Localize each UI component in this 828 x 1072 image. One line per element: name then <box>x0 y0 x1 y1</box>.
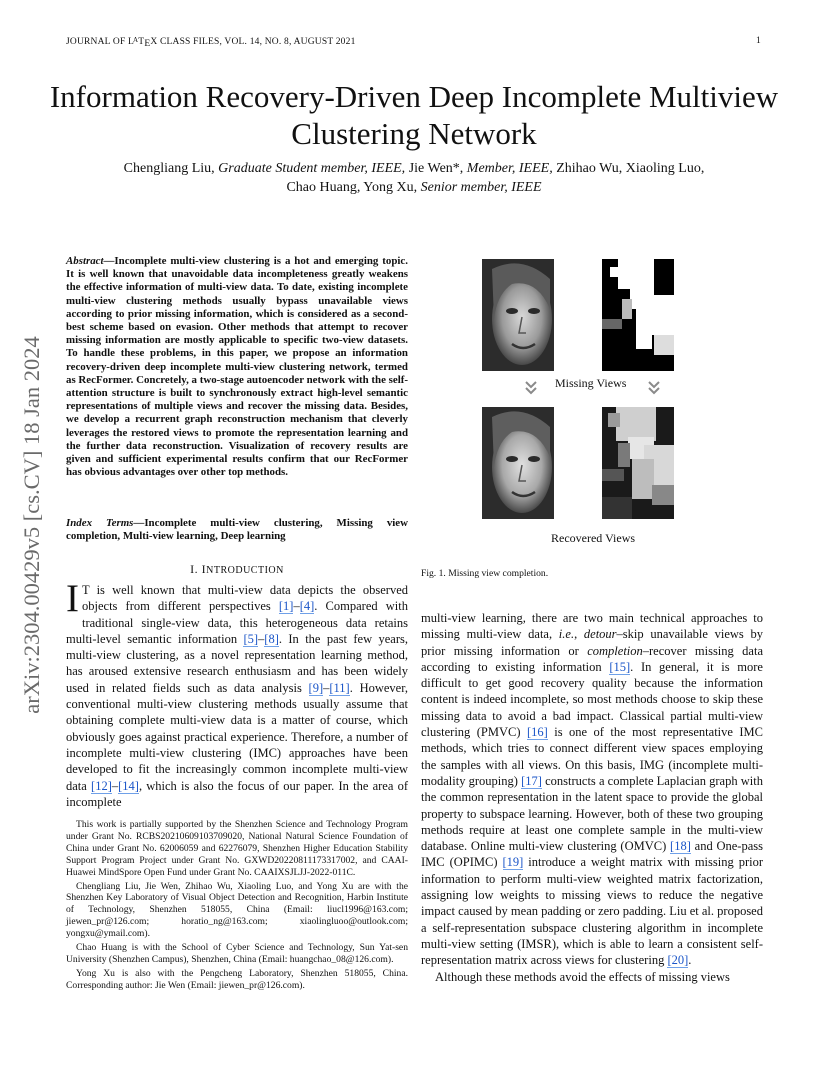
intro-paragraph: I T is well known that multi-view data depicts the observed objects from different perspectives [1]–[4]. Compared with traditional single-view data, this heterogeneous data retains multi-level semantic information [5]–[8]. In the past few years, multi-view clustering, as a novel representation learning method, has aroused extensive research enthusiasm and has been widely used in related fields such as data analysis [9]–[11]. However, conventional multi-view clustering methods usually assume that obtaining complete multi-view data is a matter of course, which obviously goes against practical experience. Therefore, a number of incomplete multi-view clustering (IMC) approaches have been developed to fit the increasingly common incomplete multi-view data [12]–[14], which is also the focus of our paper. In the area of incomplete <box>66 577 409 809</box>
recovered-views-label: Recovered Views <box>551 531 636 545</box>
right-column-text <box>421 610 763 985</box>
pixel-view-recovered <box>602 407 674 519</box>
footnotes <box>66 819 408 994</box>
footnote-affiliation-2: Chao Huang is with the School of Cyber Science and Technology, Sun Yat-sen University (Shenzhen Campus), Shenzhen, China (Email: huangchao_08@126.com). <box>66 942 408 965</box>
paragraph: multi-view learning, there are two main technical approaches to missing multi-view data, i.e., detour–skip unavailable views by prior missing information or completion–recover missing data according to existing information [15]. In general, it is more difficult to get good recovery quality because the information content is indeed incomplete, so most methods choose to skip these missing data to avoid a bad impact. Classical partial multi-view clustering (PMVC) [16] is one of the most representative IMC methods, which tries to connect different view spaces employing the samples with all views. On this basis, IMG (incomplete multi-modality grouping) [17] constructs a complete Laplacian graph with the common representation in the latent space to provide the global property to subspace learning. However, both of these two grouping methods require at least one complete sample in the multi-view database. Online multi-view clustering (OMVC) [18] and One-pass IMC (OPIMC) [19] introduce a weight matrix with missing prior information to perform multi-view weighted matrix factorization, assigning low weights to missing views to reduce the negative impact caused by mean padding or zero padding. Liu et al. proposed a self-representation subspace clustering algorithm in incomplete multi-view setting (IMSR), which is able to learn a consistent self-representation matrix across views for clustering [20]. <box>421 611 763 968</box>
drop-cap: I <box>66 577 79 620</box>
pixel-view-original <box>602 259 674 371</box>
missing-views-label: Missing Views <box>555 376 627 390</box>
arxiv-stamp: arXiv:2304.00429v5 [cs.CV] 18 Jan 2024 <box>19 336 44 714</box>
figure-1 <box>421 250 763 550</box>
paragraph: Although these methods avoid the effects of missing views <box>435 969 730 984</box>
running-head: JOURNAL OF $L^ATEX$ CLASS FILES, VOL. 14, NO. 8, AUGUST 2021 <box>66 36 356 49</box>
index-terms: Index Terms—Incomplete multi-view clustering, Missing view completion, Multi-view learning, Deep learning <box>66 517 408 543</box>
figure-caption: Fig. 1. Missing view completion. <box>421 568 549 579</box>
chevron-down-icon <box>524 380 538 398</box>
page-number: 1 <box>756 36 761 46</box>
face-image-recovered <box>482 407 554 519</box>
footnote-funding: This work is partially supported by the Shenzhen Science and Technology Program under Grant No. RCBS20210609103709020, National Natural Science Foundation of China under Grant No. 62006059 and 62276079, Shenzhen Higher Education Stability Support Program Project under Grant No. GXWD20220811173317002, and CAAI-Huawei MindSpore Open Fund under Grant No. CAAIXSJLJJ-2022-011C. <box>66 819 408 878</box>
author-list: Chengliang Liu, Graduate Student member, IEEE, Jie Wen*, Member, IEEE, Zhihao Wu, Xiaoling Luo, Chao Huang, Yong Xu, Senior member, IEEE <box>123 161 705 195</box>
footnote-affiliation-1: Chengliang Liu, Jie Wen, Zhihao Wu, Xiaoling Luo, and Yong Xu are with the Shenzhen Key Laboratory of Visual Object Detection and Recognition, Harbin Institute of Technology, Shenzhen 518055, China (Email: liucl1996@163.com; jiewen_pr@126.com; horatio_ng@163.com; xiaolingluoo@outlook.com; yongxu@ymail.com). <box>66 880 408 940</box>
chevron-down-icon <box>647 380 661 398</box>
paper-title: Information Recovery-Driven Deep Incomplete Multiview Clustering Network <box>49 79 779 151</box>
footnote-affiliation-3: Yong Xu is also with the Pengcheng Laboratory, Shenzhen 518055, China. Corresponding author: Jie Wen (Email: jiewen_pr@126.com). <box>66 967 408 991</box>
abstract: Abstract—Incomplete multi-view clustering is a hot and emerging topic. It is well known that unavoidable data incompleteness greatly weakens the effective information of multi-view data. To date, existing incomplete multi-view clustering methods usually bypass unavailable views according to prior missing information, which is considered as a second-best scheme based on evasion. Other methods that attempt to recover missing information are mostly applicable to specific two-view datasets. To handle these problems, in this paper, we propose an information recovery-driven deep incomplete multi-view clustering network, termed as RecFormer. Concretely, a two-stage autoencoder network with the self-attention structure is built to synchronously extract high-level semantic representations of multiple views and recover the missing data. Besides, we develop a recurrent graph reconstruction mechanism that cleverly leverages the restored views to promote the representation learning and the further data reconstruction. Visualization of recovery results are given and sufficient experimental results confirm that our RecFormer has obvious advantages over other top methods. <box>66 255 408 479</box>
section-heading: I. INTRODUCTION <box>190 562 284 576</box>
face-image-original <box>482 259 554 371</box>
